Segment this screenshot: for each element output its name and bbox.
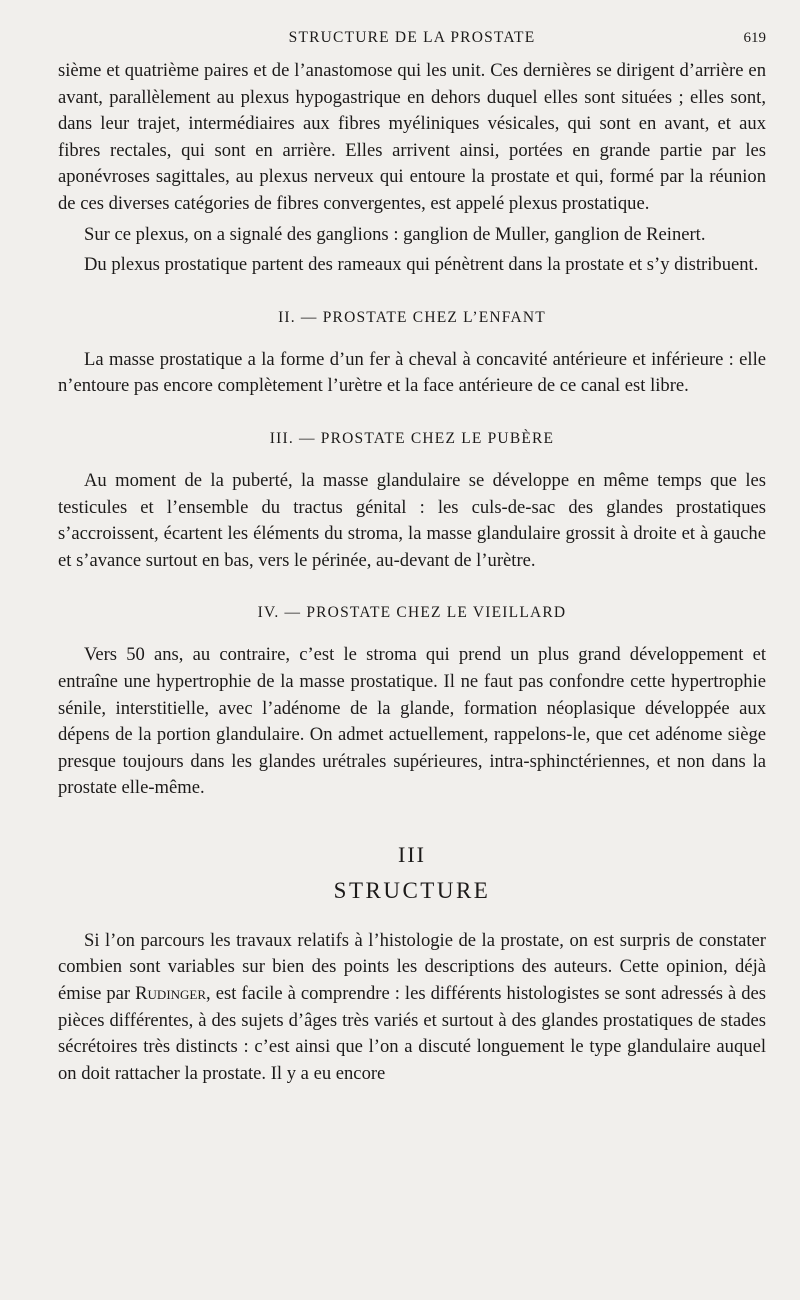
section-heading-vieillard: IV. — PROSTATE CHEZ LE VIEILLARD — [257, 604, 567, 622]
paragraph-ganglions: Sur ce plexus, on a signalé des ganglions : ganglion de Muller, ganglion de Reinert. — [84, 223, 706, 245]
paragraph-structure-intro — [58, 928, 766, 1088]
section-prostate-vieillard — [58, 602, 766, 802]
author-name-rudinger: Rudinger — [135, 983, 207, 1005]
paragraph-pubere: Au moment de la puberté, la masse glandulaire se développe en même temps que les testicules et l’ensemble du tractus génital : les culs-de-sac des glandes prostatiques s’accroissent, écartent les éléments du stroma, la masse glandulaire grossit à droite et à gauche et s’avance surtout en bas, vers le périnée, au-devant de l’urètre. — [58, 469, 766, 571]
section-heading-pubere: III. — PROSTATE CHEZ LE PUBÈRE — [269, 429, 555, 447]
section-heading-enfant: II. — PROSTATE CHEZ L’ENFANT — [278, 308, 546, 326]
paragraph-enfant: La masse prostatique a la forme d’un fer à cheval à concavité antérieure et inférieure : elle n’entoure pas encore complètement l’urètre et la face antérieure de ce canal est libre. — [58, 348, 766, 397]
chapter-structure — [58, 838, 766, 1088]
paragraph-rameaux: Du plexus prostatique partent des rameaux qui pénètrent dans la prostate et s’y distribuent. — [84, 254, 759, 276]
page-number: 619 — [743, 30, 766, 46]
paragraph-structure-text-before: Si l’on parcours les travaux relatifs à l’histologie de la prostate, on est surpris de constater combien sont variables sur bien des points les descriptions des auteurs. Cette opinion, déjà émise par — [58, 929, 766, 1005]
intro-section — [58, 58, 766, 279]
section-prostate-enfant — [58, 307, 766, 400]
chapter-number: III — [398, 841, 426, 867]
section-prostate-pubere — [58, 428, 766, 574]
running-header — [58, 20, 766, 56]
running-title: STRUCTURE DE LA PROSTATE — [288, 29, 536, 46]
paragraph-vieillard: Vers 50 ans, au contraire, c’est le stroma qui prend un plus grand développement et entraîne une hypertrophie de la masse prostatique. Il ne faut pas confondre cette hypertrophie sénile, interstitielle, avec l’adénome de la glande, formation néoplasique développée aux dépens de la portion glandulaire. On admet actuellement, rappelons-le, que cet adénome siège presque toujours dans les glandes urétrales supérieures, intra-sphinctériennes, et non dans la prostate elle-même. — [58, 644, 766, 799]
chapter-title: STRUCTURE — [333, 877, 491, 903]
paragraph-plexus-nerves: sième et quatrième paires et de l’anastomose qui les unit. Ces dernières se dirigent d’arrière en avant, parallèlement au plexus hypogastrique en dehors duquel elles sont situées ; elles sont, dans leur trajet, intermédiaires aux fibres myéliniques vésicales, qui sont en avant, et aux fibres rectales, qui sont en arrière. Elles arrivent ainsi, portées en grande partie par les aponévroses sagittales, au plexus nerveux qui entoure la prostate et qui, formé par la réunion de ces diverses catégories de fibres convergentes, est appelé plexus prostatique. — [58, 60, 766, 214]
paragraph-structure-text-after: , est facile à comprendre : les différents histologistes se sont adressés à des pièces différentes, à des sujets d’âges très variés et surtout à des glandes prostatiques de stades sécrétoires très distincts : c’est ainsi que l’on a discuté longuement le type glandulaire auquel on doit rattacher la prostate. Il y a eu encore — [58, 983, 766, 1084]
